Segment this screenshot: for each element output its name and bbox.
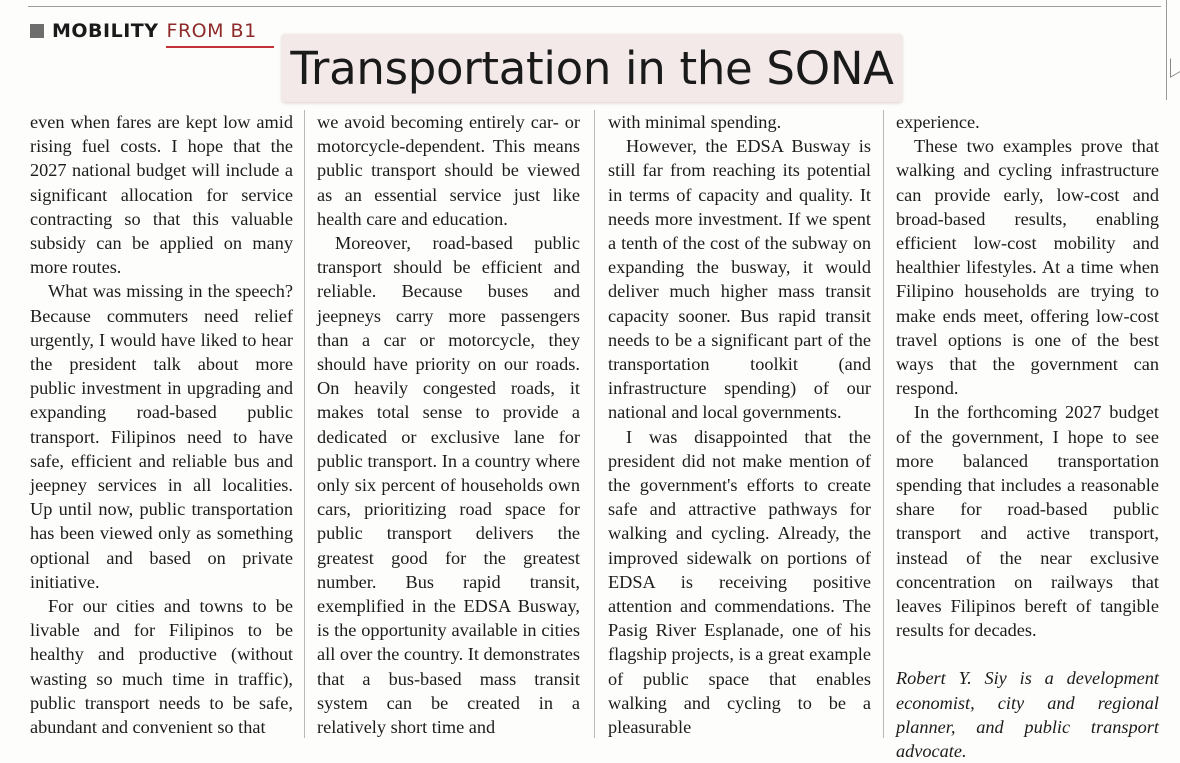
paragraph: even when fares are kept low amid rising fuel costs. I hope that the 2027 national budget will include a significant allocation for service contracting so that this valuable subsidy can be applied on many more routes. [30, 112, 293, 278]
headline: Transportation in the SONA [290, 41, 894, 95]
column-divider [883, 110, 884, 738]
paragraph: However, the EDSA Busway is still far from reaching its potential in terms of capacity and quality. It needs more investment. If we spent a tenth of the cost of the subway on expanding the busway, it would deliver much higher mass transit capacity sooner. Bus rapid transit needs to be a significant part of the transportation toolkit (and infrastructure spending) of our national and local governments. [608, 136, 871, 423]
kicker-square-icon [30, 24, 44, 38]
paragraph: I was disappointed that the president did not make mention of the government's efforts to create safe and attractive pathways for walking and cycling. Already, the improved sidewalk on portions of EDSA is receiving positive attention and commendations. The Pasig River Esplanade, one of his flagship projects, is a great example of public space that enables walking and cycling to be a pleasurable [608, 426, 871, 738]
paragraph: What was missing in the speech? Because commuters need relief urgently, I would have liked to hear the president talk about more public investment in upgrading and expanding road-based public transport. Filipinos need to have safe, efficient and reliable bus and jeepney services in all localities. Up until now, public transportation has been viewed only as something optional and based on private initiative. [30, 281, 293, 592]
page-fold-mark [1170, 53, 1180, 78]
kicker-underline [166, 46, 274, 48]
headline-banner [282, 34, 902, 102]
author-byline: Robert Y. Siy is a development economist, city and regional planner, and public transport advocate. [896, 668, 1159, 762]
column-divider [304, 110, 305, 738]
paragraph: In the forthcoming 2027 budget of the government, I hope to see more balanced transportation spending that includes a reasonable share for road-based public transport and active transport, instead of the near exclusive concentration on railways that leaves Filipinos bereft of tangible results for decades. [896, 402, 1159, 641]
paragraph: For our cities and towns to be livable and for Filipinos to be healthy and productive (without wasting so much time in traffic), public transport needs to be safe, abundant and convenient so that [30, 596, 293, 738]
top-rule [28, 6, 1161, 7]
column-divider [594, 110, 595, 738]
section-kicker [30, 20, 257, 42]
right-edge-rule [1166, 0, 1167, 100]
continued-from-label: FROM B1 [166, 20, 257, 42]
paragraph: These two examples prove that walking and cycling infrastructure can provide early, low-cost and broad-based results, enabling efficient low-cost mobility and healthier lifestyles. At a time when Filipino households are trying to make ends meet, offering low-cost travel options is one of the best ways that the government can respond. [896, 136, 1159, 399]
article-column-1 [30, 110, 293, 742]
article-column-3 [608, 110, 871, 742]
paragraph: with minimal spending. [608, 112, 782, 132]
paragraph: we avoid becoming entirely car- or motorcycle-dependent. This means public transport should be viewed as an essential service just like health care and education. [317, 112, 580, 229]
article-column-4 [896, 110, 1159, 762]
section-label: MOBILITY [52, 20, 159, 42]
paragraph: Moreover, road-based public transport should be efficient and reliable. Because buses and jeepneys carry more passengers than a car or motorcycle, they should have priority on our roads. On heavily congested roads, it makes total sense to provide a dedicated or exclusive lane for public transport. In a country where only six percent of households own cars, prioritizing road space for public transport delivers the greatest good for the greatest number. Bus rapid transit, exemplified in the EDSA Busway, is the opportunity available in cities all over the country. It demonstrates that a bus-based mass transit system can be created in a relatively short time and [317, 233, 580, 738]
paragraph: experience. [896, 112, 980, 132]
article-column-2 [317, 110, 580, 742]
